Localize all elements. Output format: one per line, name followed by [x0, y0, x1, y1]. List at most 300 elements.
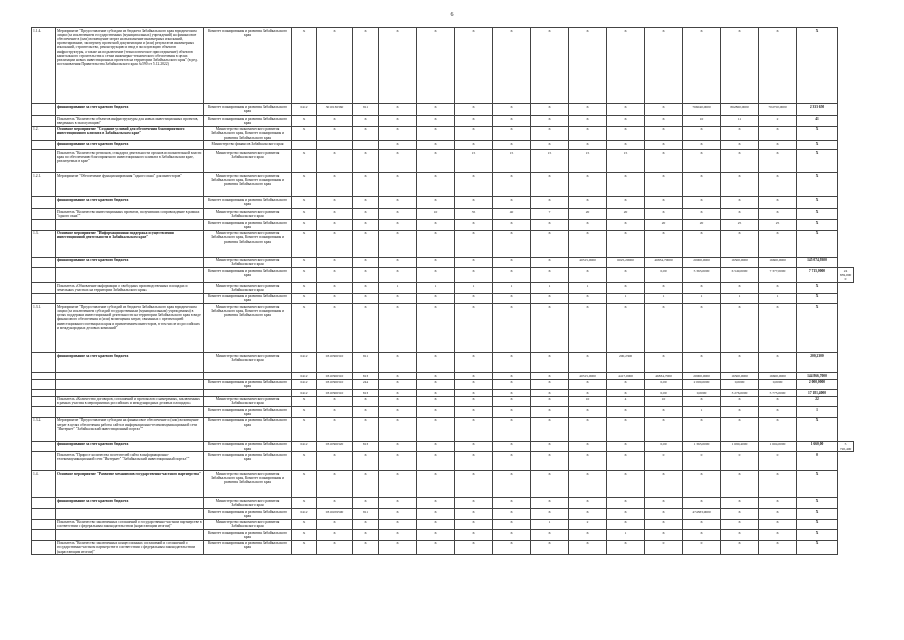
code-cell: 1.1.4.: [32, 28, 56, 104]
y2014-cell: X: [379, 353, 417, 373]
y2017-cell: X: [493, 379, 531, 390]
y2024-cell: X: [759, 304, 797, 353]
y2018-cell: X: [531, 197, 569, 209]
table-row: [32, 452, 854, 471]
name-cell: финансирование за счет краевого бюджета: [56, 257, 204, 268]
y2022-cell: X: [683, 530, 721, 541]
y2017-cell: X: [493, 390, 531, 396]
y2015-cell: X: [417, 353, 455, 373]
y2024-cell: X: [759, 417, 797, 441]
grbs-cell: X: [292, 417, 317, 441]
table-row: [32, 219, 854, 230]
program-measures-table: [31, 27, 854, 555]
y2016-cell: X: [455, 530, 493, 541]
code-cell: [32, 441, 56, 452]
name-cell: Основное мероприятие "Информационная поддержка осуществления инвестиционной деятельности в Забайкальском крае": [56, 230, 204, 257]
y2022-cell: X: [683, 396, 721, 407]
y2024-cell: 7 377,0000: [759, 268, 797, 283]
y2019-cell: X: [569, 304, 607, 353]
executor-cell: Комитет планирования и развития Забайкальского края: [204, 379, 292, 390]
total-cell: 41: [797, 116, 838, 127]
y2021-cell: X: [645, 173, 683, 197]
y2019-cell: X: [569, 268, 607, 283]
y2014-cell: X: [379, 390, 417, 396]
csr-cell: X: [317, 282, 353, 293]
y2018-cell: X: [531, 257, 569, 268]
y2015-cell: X: [417, 452, 455, 471]
executor-cell: Комитет планирования и развития Забайкальского края: [204, 530, 292, 541]
y2015-cell: X: [417, 498, 455, 509]
y2015-cell: X: [417, 390, 455, 396]
y2017-cell: X: [493, 441, 531, 452]
table-row: [32, 126, 854, 141]
y2020-cell: X: [607, 498, 645, 509]
y2024-cell: 5 775,0000: [759, 390, 797, 396]
y2014-cell: X: [379, 396, 417, 407]
grbs-cell: 0412: [292, 104, 317, 116]
y2019-cell: X: [569, 379, 607, 390]
y2022-cell: X: [683, 173, 721, 197]
y2021-cell: X: [645, 407, 683, 418]
total-cell: 144 866,7000: [797, 373, 838, 379]
y2015-cell: X: [417, 257, 455, 268]
code-cell: [32, 519, 56, 530]
name-cell: Показатель «Количество договоров, соглашений и протоколов о намерениях, заключенных в рамках участия в мероприятиях российских и международных деловых площадок»: [56, 396, 204, 407]
y2024-cell: X: [759, 282, 797, 293]
y2014-cell: X: [379, 373, 417, 379]
y2020-cell: 20: [607, 209, 645, 220]
y2020-cell: X: [607, 519, 645, 530]
total-cell: X: [797, 471, 838, 498]
vr-cell: 813: [353, 390, 379, 396]
grbs-cell: 0412: [292, 353, 317, 373]
code-cell: [32, 540, 56, 555]
y2024-cell: 704750,0000: [759, 104, 797, 116]
y2019-cell: 2: [569, 519, 607, 530]
y2014-cell: X: [379, 209, 417, 220]
csr-cell: X: [317, 28, 353, 104]
table-row: [32, 417, 854, 441]
y2019-cell: 20: [569, 209, 607, 220]
y2015-cell: X: [417, 519, 455, 530]
name-cell: финансирование за счет краевого бюджета: [56, 197, 204, 209]
y2021-cell: 0,00: [645, 390, 683, 396]
csr-cell: X: [317, 519, 353, 530]
csr-cell: [317, 141, 353, 150]
csr-cell: X: [317, 293, 353, 304]
y2021-cell: X: [645, 197, 683, 209]
y2024-cell: 25: [759, 219, 797, 230]
csr-cell: X: [317, 257, 353, 268]
y2018-cell: X: [531, 141, 569, 150]
total-cell: X: [797, 530, 838, 541]
y2019-cell: X: [569, 197, 607, 209]
y2014-cell: X: [379, 173, 417, 197]
code-cell: 1.3.2.: [32, 417, 56, 441]
y2016-cell: X: [455, 471, 493, 498]
y2024-cell: X: [759, 141, 797, 150]
y2024-cell: X: [759, 28, 797, 104]
y2018-cell: X: [531, 498, 569, 509]
table-row: [32, 508, 854, 519]
y2021-cell: X: [645, 304, 683, 353]
table-row: [32, 353, 854, 373]
total-cell: X: [797, 540, 838, 555]
y2020-cell: X: [607, 116, 645, 127]
vr-cell: X: [353, 540, 379, 555]
y2021-cell: 0,00: [645, 379, 683, 390]
y2017-cell: X: [493, 373, 531, 379]
y2021-cell: X: [645, 417, 683, 441]
y2020-cell: X: [607, 407, 645, 418]
y2020-cell: X: [607, 540, 645, 555]
y2016-cell: X: [455, 173, 493, 197]
executor-cell: Министерство экономического развития Забайкальского края: [204, 257, 292, 268]
grbs-cell: 0412: [292, 373, 317, 379]
y2021-cell: X: [645, 530, 683, 541]
y2022-cell: X: [683, 417, 721, 441]
y2020-cell: X: [607, 104, 645, 116]
y2014-cell: X: [379, 519, 417, 530]
y2022-cell: X: [683, 150, 721, 173]
vr-cell: X: [353, 282, 379, 293]
y2019-cell: 40315,0000: [569, 373, 607, 379]
name-cell: [56, 293, 204, 304]
y2017-cell: X: [493, 173, 531, 197]
y2024-cell: 16600,0000: [759, 257, 797, 268]
y2019-cell: X: [569, 417, 607, 441]
y2023-cell: 11: [721, 116, 759, 127]
executor-cell: Комитет планирования и развития Забайкальского края: [204, 441, 292, 452]
table-row: [32, 268, 854, 283]
y2024-cell: 1: [759, 293, 797, 304]
csr-cell: 0310306310: [317, 390, 353, 396]
grbs-cell: X: [292, 197, 317, 209]
y2024-cell: 0,0000: [759, 379, 797, 390]
name-cell: [56, 268, 204, 283]
csr-cell: X: [317, 268, 353, 283]
y2020-cell: X: [607, 28, 645, 104]
y2016-cell: X: [455, 508, 493, 519]
y2023-cell: 862860,0000: [721, 104, 759, 116]
vr-cell: X: [353, 293, 379, 304]
total-cell: 1: [797, 407, 838, 418]
y2017-cell: X: [493, 417, 531, 441]
executor-cell: Комитет планирования и развития Забайкальского края: [204, 540, 292, 555]
code-cell: [32, 282, 56, 293]
y2018-cell: X: [531, 219, 569, 230]
csr-cell: X: [317, 407, 353, 418]
total-cell: X: [797, 304, 838, 353]
y2015-cell: X: [417, 508, 455, 519]
y2021-cell: 10: [645, 396, 683, 407]
y2023-cell: X: [721, 141, 759, 150]
total-cell: X: [797, 293, 838, 304]
name-cell: Мероприятие "Предоставление субсидии из бюджета Забайкальского края юридическим лицам (за исключением государственных (муниципальных) учреждений) на финансовое обеспечение в (или) возмещение затрат на выполнение инженерных изысканий, проектирование, экспертизу проектной документации и (или) результатов инженерных изысканий, строительство, реконструкцию и ввод в эксплуатацию объектов инфраструктуры, а также на подключение (технологическое присоединение) объектов капитального строительства к сетям инженерно-технического обеспечения в целях реализации новых инвестиционных проектов на территории Забайкальского края" (в ред. постановления Правительства Забайкальского края №590 от 5.12.2022): [56, 28, 204, 104]
y2016-cell: X: [455, 28, 493, 104]
total-cell: X: [797, 173, 838, 197]
vr-cell: X: [353, 126, 379, 141]
executor-cell: Комитет планирования и развития Забайкальского края: [204, 116, 292, 127]
vr-cell: X: [353, 173, 379, 197]
y2024-cell: X: [759, 530, 797, 541]
total-cell: 2 333 650: [797, 104, 838, 116]
y2015-cell: X: [417, 268, 455, 283]
y2021-cell: X: [645, 104, 683, 116]
y2018-cell: X: [531, 173, 569, 197]
y2022-cell: 474383,9000: [683, 508, 721, 519]
vr-cell: X: [353, 519, 379, 530]
table-row: [32, 197, 854, 209]
code-cell: [32, 268, 56, 283]
y2018-cell: X: [531, 353, 569, 373]
y2015-cell: X: [417, 379, 455, 390]
total-cell: 145 074,9300: [797, 257, 838, 268]
executor-cell: Комитет планирования и развития Забайкальского края: [204, 452, 292, 471]
code-cell: [32, 407, 56, 418]
y2014-cell: X: [379, 126, 417, 141]
y2016-cell: X: [455, 519, 493, 530]
y2017-cell: X: [493, 519, 531, 530]
y2023-cell: 16500,0000: [721, 257, 759, 268]
csr-cell: X: [317, 126, 353, 141]
grbs-cell: X: [292, 209, 317, 220]
y2022-cell: 20000,0000: [683, 373, 721, 379]
table-row: [32, 150, 854, 173]
y2020-cell: X: [607, 141, 645, 150]
total-cell: X: [797, 150, 838, 173]
y2020-cell: X: [607, 197, 645, 209]
y2024-cell: X: [759, 498, 797, 509]
y2016-cell: X: [455, 304, 493, 353]
csr-cell: X: [317, 230, 353, 257]
y2020-cell: 6025,20000: [607, 257, 645, 268]
y2020-cell: 4: [607, 396, 645, 407]
y2018-cell: X: [531, 268, 569, 283]
y2016-cell: X: [455, 268, 493, 283]
y2023-cell: X: [721, 304, 759, 353]
table-row: [32, 441, 854, 452]
y2019-cell: X: [569, 508, 607, 519]
y2019-cell: X: [569, 530, 607, 541]
executor-cell: Министерство экономического развития Забайкальского края: [204, 498, 292, 509]
y2021-cell: 46834,7000: [645, 373, 683, 379]
y2021-cell: X: [645, 508, 683, 519]
y2016-cell: X: [455, 197, 493, 209]
y2017-cell: X: [493, 104, 531, 116]
y2017-cell: X: [493, 530, 531, 541]
y2016-cell: X: [455, 417, 493, 441]
executor-cell: Министерство экономического развития Забайкальского края: [204, 353, 292, 373]
y2018-cell: X: [531, 379, 569, 390]
executor-cell: Комитет планирования и развития Забайкальского края: [204, 407, 292, 418]
y2014-cell: X: [379, 28, 417, 104]
y2019-cell: X: [569, 230, 607, 257]
y2022-cell: X: [683, 28, 721, 104]
name-cell: Основное мероприятие "Развитие механизмов государственно-частного партнерства": [56, 471, 204, 498]
csr-cell: X: [317, 396, 353, 407]
y2019-cell: 15: [569, 150, 607, 173]
total-cell: X: [797, 219, 838, 230]
y2024-cell: X: [759, 407, 797, 418]
vr-cell: 811: [353, 508, 379, 519]
y2014-cell: X: [379, 498, 417, 509]
y2020-cell: X: [607, 379, 645, 390]
y2017-cell: X: [493, 353, 531, 373]
grbs-cell: X: [292, 540, 317, 555]
executor-cell: Комитет планирования и развития Забайкальского края: [204, 417, 292, 441]
y2022-cell: 20000,0000: [683, 257, 721, 268]
y2024-cell: X: [759, 230, 797, 257]
y2022-cell: 0,0000: [683, 390, 721, 396]
y2021-cell: X: [645, 353, 683, 373]
y2022-cell: X: [683, 209, 721, 220]
y2014-cell: X: [379, 197, 417, 209]
name-cell: Показатель "Количество заключенных соглашений о государственно-частном партнерстве в соответствии с федеральным законодательством (нарастающим итогом)": [57, 520, 202, 529]
name-cell: [56, 508, 204, 519]
vr-cell: X: [353, 268, 379, 283]
csr-cell: X: [317, 219, 353, 230]
vr-cell: X: [353, 417, 379, 441]
y2022-cell: 1: [683, 407, 721, 418]
code-cell: [32, 150, 56, 173]
y2018-cell: 1: [531, 282, 569, 293]
grbs-cell: X: [292, 28, 317, 104]
y2021-cell: X: [645, 141, 683, 150]
y2020-cell: 1: [607, 530, 645, 541]
grbs-cell: X: [292, 116, 317, 127]
table-row: [32, 257, 854, 268]
y2020-cell: X: [607, 268, 645, 283]
total-cell: 17 181,4000: [797, 390, 838, 396]
executor-cell: Комитет планирования и развития Забайкальского края: [204, 219, 292, 230]
y2020-cell: X: [607, 441, 645, 452]
y2022-cell: 766040,0000: [683, 104, 721, 116]
y2023-cell: 16500,0000: [721, 373, 759, 379]
y2023-cell: X: [721, 508, 759, 519]
code-cell: 1.3.1.: [32, 304, 56, 353]
y2023-cell: X: [721, 230, 759, 257]
csr-cell: 0310306310: [317, 373, 353, 379]
grbs-cell: X: [292, 452, 317, 471]
executor-cell: Комитет планирования и развития Забайкальского края: [204, 104, 292, 116]
y2023-cell: X: [721, 126, 759, 141]
y2024-cell: X: [759, 126, 797, 141]
code-cell: [32, 508, 56, 519]
y2014-cell: X: [379, 540, 417, 555]
y2023-cell: X: [721, 150, 759, 173]
y2024-cell: X: [759, 471, 797, 498]
name-cell: финансирование за счет краевого бюджета: [56, 353, 204, 373]
y2017-cell: X: [493, 116, 531, 127]
code-cell: [32, 293, 56, 304]
code-cell: [32, 141, 56, 150]
y2015-cell: X: [417, 530, 455, 541]
y2015-cell: X: [417, 396, 455, 407]
y2014-cell: X: [379, 471, 417, 498]
y2022-cell: 20: [683, 219, 721, 230]
y2014-cell: X: [379, 379, 417, 390]
y2019-cell: X: [569, 141, 607, 150]
y2018-cell: X: [531, 452, 569, 471]
y2017-cell: 15: [493, 150, 531, 173]
y2018-cell: X: [531, 116, 569, 127]
grbs-cell: X: [292, 257, 317, 268]
y2015-cell: X: [417, 28, 455, 104]
y2018-cell: 15: [531, 150, 569, 173]
y2016-cell: X: [455, 390, 493, 396]
table-row: [32, 282, 854, 293]
vr-cell: X: [353, 304, 379, 353]
y2021-cell: X: [645, 150, 683, 173]
csr-cell: X: [317, 116, 353, 127]
y2019-cell: 10: [569, 396, 607, 407]
y2023-cell: 25: [721, 219, 759, 230]
y2022-cell: X: [683, 498, 721, 509]
y2016-cell: 1: [455, 282, 493, 293]
y2015-cell: X: [417, 150, 455, 173]
grbs-cell: X: [292, 530, 317, 541]
y2016-cell: X: [455, 452, 493, 471]
name-cell: финансирование за счет краевого бюджета: [56, 498, 204, 509]
y2024-cell: 2: [759, 116, 797, 127]
name-cell: финансирование за счет краевого бюджета: [56, 104, 204, 116]
y2017-cell: X: [493, 452, 531, 471]
y2020-cell: X: [607, 508, 645, 519]
grbs-cell: X: [292, 498, 317, 509]
vr-cell: 813: [353, 373, 379, 379]
y2016-cell: X: [455, 379, 493, 390]
y2021-cell: X: [645, 282, 683, 293]
grbs-cell: X: [292, 519, 317, 530]
y2015-cell: X: [417, 417, 455, 441]
y2024-cell: X: [759, 150, 797, 173]
y2017-cell: X: [493, 293, 531, 304]
vr-cell: X: [353, 452, 379, 471]
undefined: 5 720,400: [838, 441, 854, 452]
table-row: [32, 407, 854, 418]
y2017-cell: X: [493, 304, 531, 353]
y2014-cell: X: [379, 441, 417, 452]
y2020-cell: X: [607, 282, 645, 293]
table-row: [32, 141, 854, 150]
y2016-cell: X: [455, 353, 493, 373]
y2023-cell: X: [721, 540, 759, 555]
y2024-cell: X: [759, 197, 797, 209]
executor-cell: Министерство экономического развития Забайкальского края, Комитет планирования и развития Забайкальского края: [204, 230, 292, 257]
undefined: 24 839,0000: [838, 268, 854, 283]
y2022-cell: 10: [683, 116, 721, 127]
executor-cell: Комитет планирования и развития Забайкальского края: [204, 28, 292, 104]
y2015-cell: X: [417, 126, 455, 141]
csr-cell: X: [317, 452, 353, 471]
table-row: [32, 209, 854, 220]
y2022-cell: X: [683, 471, 721, 498]
y2015-cell: 10: [417, 209, 455, 220]
y2019-cell: X: [569, 390, 607, 396]
table-row: [32, 28, 854, 104]
y2015-cell: X: [417, 293, 455, 304]
y2019-cell: 40315,0000: [569, 257, 607, 268]
y2023-cell: 3 276,0000: [721, 390, 759, 396]
y2018-cell: X: [531, 417, 569, 441]
y2019-cell: X: [569, 498, 607, 509]
table-row: [32, 396, 854, 407]
code-cell: [32, 498, 56, 509]
y2022-cell: X: [683, 304, 721, 353]
y2024-cell: X: [759, 508, 797, 519]
y2019-cell: 1: [569, 282, 607, 293]
